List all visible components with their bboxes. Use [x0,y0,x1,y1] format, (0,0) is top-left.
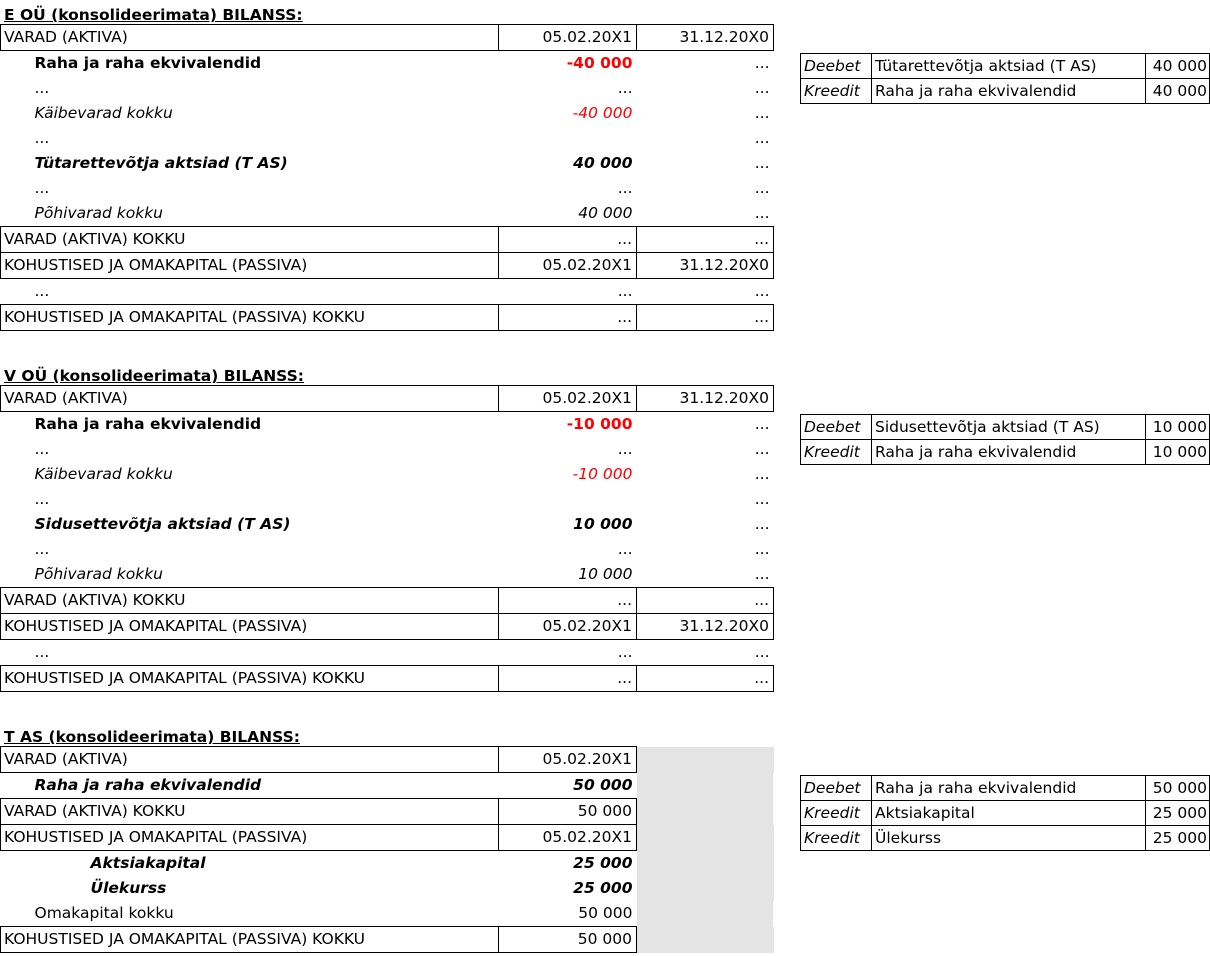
journal-row [801,440,1210,465]
row-label: KOHUSTISED JA OMAKAPITAL (PASSIVA) KOKKU [1,305,499,331]
row-value-date1: ... [617,540,633,558]
row-value-date2: ... [754,465,770,483]
row-value-date1: ... [617,440,633,458]
entry-account: Aktsiakapital [872,801,1146,826]
entry-amount: 40 000 [1146,54,1210,79]
table-row [1,799,774,825]
row-value-date1: -10 000 [572,465,633,483]
balance-sheet-table [0,746,774,953]
row-value-date2: 31.12.20X0 [637,25,774,51]
entry-type: Kreedit [801,801,872,826]
balance-sheet-title: E OÜ (konsolideerimata) BILANSS: [4,6,303,24]
table-row [1,747,774,773]
row-label: Raha ja raha ekvivalendid [34,415,262,433]
row-value-date1: ... [617,79,633,97]
row-label: KOHUSTISED JA OMAKAPITAL (PASSIVA) [1,253,499,279]
journal-row [801,776,1210,801]
row-label: Ülekurss [90,879,167,897]
grey-cell [637,876,774,901]
row-label: VARAD (AKTIVA) [1,747,499,773]
table-row [1,562,774,588]
row-label: Omakapital kokku [34,904,174,922]
table-row [1,437,774,462]
entry-account: Ülekurss [872,826,1146,851]
row-value-date2: ... [754,204,770,222]
table-row [1,279,774,305]
row-value-date2: ... [754,154,770,172]
journal-row [801,415,1210,440]
row-value-date1: ... [499,588,637,614]
row-value-date1: 05.02.20X1 [499,747,637,773]
journal-row [801,801,1210,826]
row-value-date1: 05.02.20X1 [499,825,637,851]
row-label: VARAD (AKTIVA) [1,386,499,412]
entry-amount: 50 000 [1146,776,1210,801]
entry-amount: 10 000 [1146,440,1210,465]
table-row [1,76,774,101]
row-label: Tütarettevõtja aktsiad (T AS) [34,154,288,172]
grey-cell [637,927,774,953]
table-row [1,386,774,412]
row-value-date2: ... [754,179,770,197]
entry-type: Kreedit [801,440,872,465]
row-value-date1: ... [499,305,637,331]
row-value-date1: ... [499,666,637,692]
row-value-date2: 31.12.20X0 [637,614,774,640]
row-value-date1: -40 000 [572,104,633,122]
journal-entry-v-ou [800,414,1210,465]
table-row [1,201,774,227]
entry-amount: 25 000 [1146,826,1210,851]
row-value-date1: -10 000 [566,415,633,433]
entry-amount: 25 000 [1146,801,1210,826]
row-value-date1: 25 000 [573,879,633,897]
table-row [1,462,774,487]
table-row [1,101,774,126]
row-value-date2: ... [754,540,770,558]
row-value-date2: ... [637,666,774,692]
row-value-date1: 10 000 [578,565,633,583]
row-value-date2: ... [754,54,770,72]
row-label: VARAD (AKTIVA) [1,25,499,51]
row-value-date1: 50 000 [573,776,633,794]
row-value-date1: 05.02.20X1 [499,25,637,51]
row-label: Käibevarad kokku [34,104,173,122]
entry-amount: 40 000 [1146,79,1210,104]
grey-cell [637,851,774,877]
table-row [1,487,774,512]
row-label: ... [34,643,50,661]
row-value-date1: -40 000 [566,54,633,72]
row-value-date1: 10 000 [573,515,633,533]
row-value-date1: 40 000 [573,154,633,172]
table-row [1,666,774,692]
row-label: ... [34,490,50,508]
entry-account: Raha ja raha ekvivalendid [872,440,1146,465]
entry-account: Tütarettevõtja aktsiad (T AS) [872,54,1146,79]
row-value-date1: 05.02.20X1 [499,253,637,279]
row-label: KOHUSTISED JA OMAKAPITAL (PASSIVA) KOKKU [1,666,499,692]
row-value-date1: 50 000 [578,904,633,922]
journal-entry-t-as [800,775,1210,851]
row-value-date2: ... [754,104,770,122]
row-label: KOHUSTISED JA OMAKAPITAL (PASSIVA) [1,614,499,640]
row-value-date1: ... [617,282,633,300]
row-value-date2: ... [754,282,770,300]
entry-type: Kreedit [801,79,872,104]
table-row [1,512,774,537]
row-value-date2: ... [754,515,770,533]
row-value-date2: ... [754,129,770,147]
row-label: ... [34,129,50,147]
table-row [1,537,774,562]
row-value-date1: ... [617,179,633,197]
table-row [1,227,774,253]
balance-sheet-e-ou [0,4,775,331]
balance-sheet-table [0,385,774,692]
table-row [1,773,774,799]
grey-cell [637,825,774,851]
table-row [1,151,774,176]
table-row [1,126,774,151]
balance-sheet-table [0,24,774,331]
table-row [1,25,774,51]
row-value-date2: ... [754,79,770,97]
row-value-date2: ... [754,643,770,661]
row-label: ... [34,440,50,458]
grey-cell [637,773,774,799]
row-value-date1 [499,487,637,512]
table-row [1,927,774,953]
row-value-date2: 31.12.20X0 [637,386,774,412]
table-row [1,876,774,901]
row-label: Raha ja raha ekvivalendid [34,776,262,794]
row-label: VARAD (AKTIVA) KOKKU [1,799,499,825]
row-label: Põhivarad kokku [34,565,164,583]
row-value-date1 [499,126,637,151]
row-value-date2: ... [754,415,770,433]
table-row [1,588,774,614]
row-value-date1: 25 000 [573,854,633,872]
row-label: VARAD (AKTIVA) KOKKU [1,588,499,614]
entry-type: Deebet [801,415,872,440]
row-label: Käibevarad kokku [34,465,173,483]
table-row [1,851,774,877]
table-row [1,901,774,927]
entry-account: Sidusettevõtja aktsiad (T AS) [872,415,1146,440]
entry-type: Deebet [801,54,872,79]
row-value-date2: ... [637,588,774,614]
grey-cell [637,901,774,927]
row-label: Raha ja raha ekvivalendid [34,54,262,72]
table-row [1,176,774,201]
balance-sheet-t-as [0,726,775,953]
table-row [1,614,774,640]
row-label: Aktsiakapital [90,854,206,872]
table-row [1,305,774,331]
row-value-date2: ... [754,565,770,583]
journal-row [801,826,1210,851]
row-label: ... [34,540,50,558]
table-row [1,825,774,851]
journal-row [801,54,1210,79]
row-label: KOHUSTISED JA OMAKAPITAL (PASSIVA) [1,825,499,851]
row-value-date1: 50 000 [499,799,637,825]
row-value-date1: 05.02.20X1 [499,614,637,640]
table-row [1,412,774,438]
row-label: KOHUSTISED JA OMAKAPITAL (PASSIVA) KOKKU [1,927,499,953]
table-row [1,640,774,666]
journal-row [801,79,1210,104]
table-row [1,51,774,77]
row-label: ... [34,79,50,97]
entry-account: Raha ja raha ekvivalendid [872,776,1146,801]
row-label: ... [34,179,50,197]
row-value-date2: ... [754,490,770,508]
entry-type: Kreedit [801,826,872,851]
row-value-date2: ... [637,305,774,331]
row-value-date2: ... [637,227,774,253]
balance-sheet-v-ou [0,365,775,692]
row-value-date1: 40 000 [578,204,633,222]
row-label: VARAD (AKTIVA) KOKKU [1,227,499,253]
row-label: Põhivarad kokku [34,204,164,222]
row-label: ... [34,282,50,300]
row-value-date2: 31.12.20X0 [637,253,774,279]
row-label: Sidusettevõtja aktsiad (T AS) [34,515,291,533]
grey-cell [637,747,774,773]
table-row [1,253,774,279]
row-value-date1: 50 000 [499,927,637,953]
balance-sheet-title: V OÜ (konsolideerimata) BILANSS: [4,367,305,385]
row-value-date1: 05.02.20X1 [499,386,637,412]
row-value-date1: ... [617,643,633,661]
entry-amount: 10 000 [1146,415,1210,440]
entry-account: Raha ja raha ekvivalendid [872,79,1146,104]
row-value-date2: ... [754,440,770,458]
entry-type: Deebet [801,776,872,801]
journal-entry-e-ou [800,53,1210,104]
balance-sheet-title: T AS (konsolideerimata) BILANSS: [4,728,300,746]
row-value-date1: ... [499,227,637,253]
grey-cell [637,799,774,825]
